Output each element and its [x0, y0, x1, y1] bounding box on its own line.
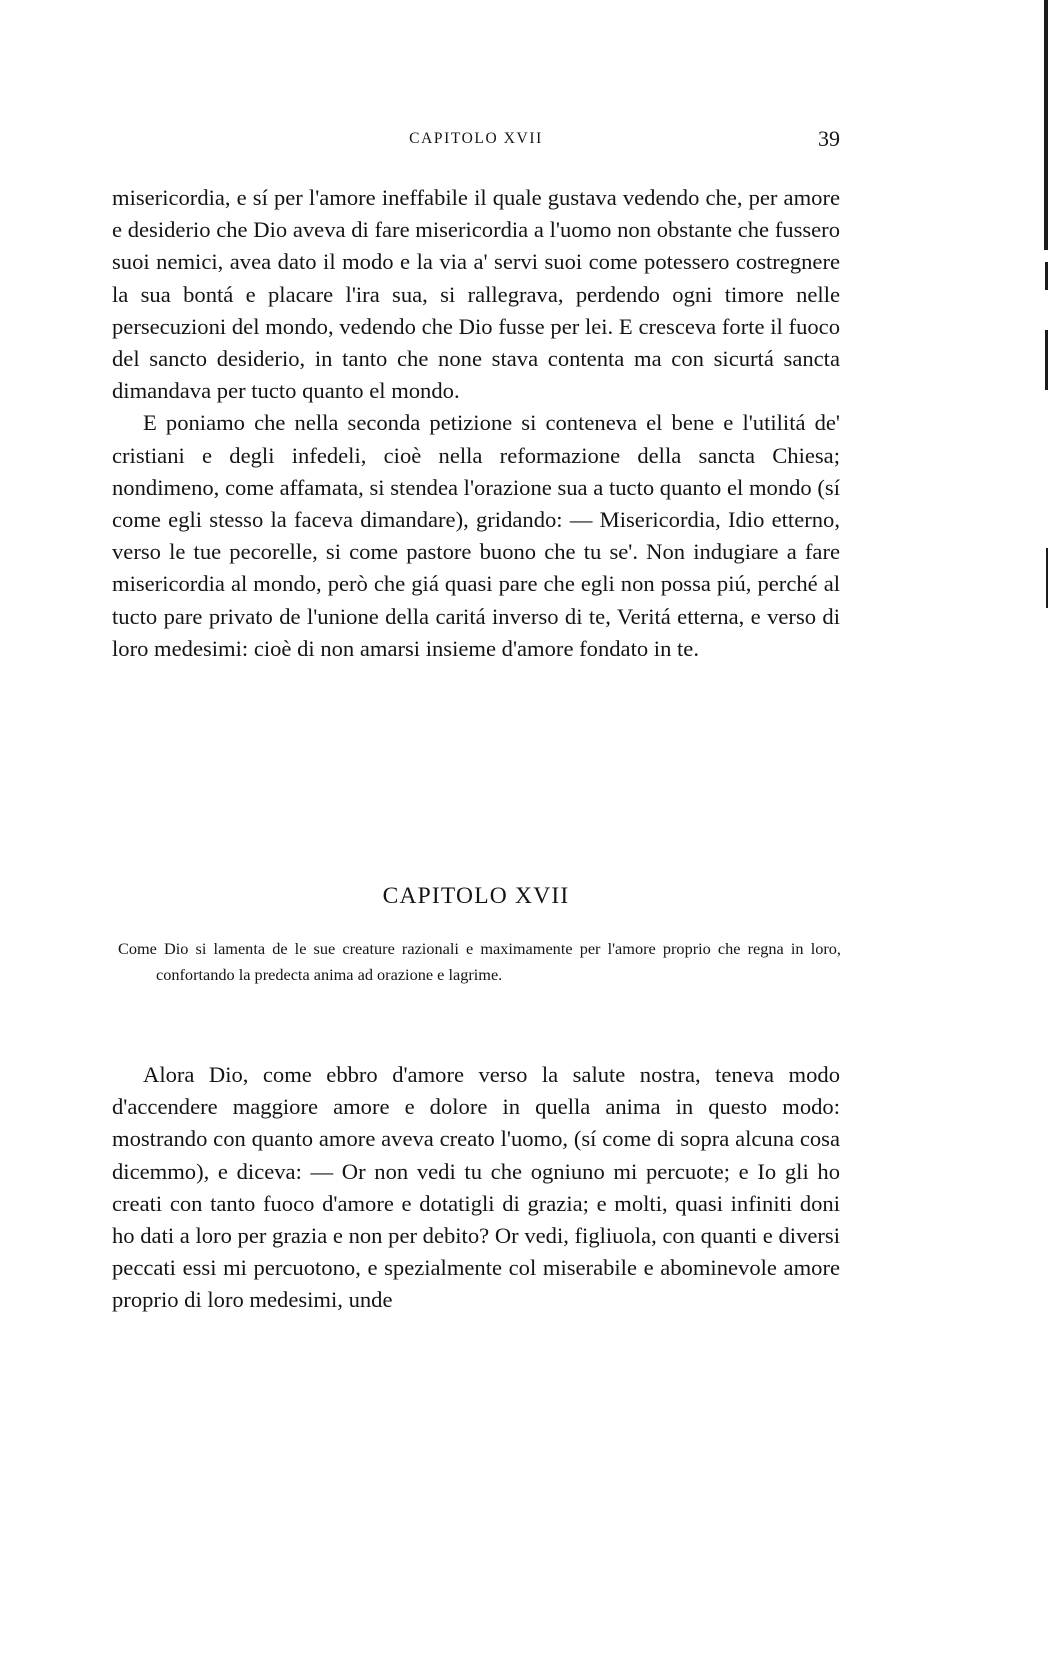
scan-edge-mark	[1045, 262, 1048, 290]
paragraph: E poniamo che nella seconda petizione si conteneva el bene e l'utilitá de' cristiani e degli infedeli, cioè nella reformazione della sancta Chiesa; nondimeno, come affamata, si stendea l'orazione sua a tucto quanto el mondo (sí come egli stesso la faceva dimandare), gridando: — Misericordia, Idio etterno, verso le tue pecorelle, si come pastore buono che tu se'. Non indugiare a fare misericordia al mondo, però che giá quasi pare che egli non possa piú, perché al tucto pare privato de l'unione della caritá inverso di te, Veritá etterna, e verso di loro medesimi: cioè di non amarsi insieme d'amore fondato in te.	[112, 410, 840, 661]
scan-edge-mark	[1045, 330, 1048, 390]
running-title: CAPITOLO XVII	[409, 130, 543, 147]
chapter-title: CAPITOLO XVII	[382, 883, 570, 909]
chapter-summary: Come Dio si lamenta de le sue creature razionali e maximamente per l'amore proprio che regna in loro, confortando la predecta anima ad orazione e lagrime.	[118, 939, 841, 984]
running-head	[112, 128, 840, 158]
scan-edge-mark	[1044, 0, 1048, 250]
continued-text	[112, 182, 840, 665]
chapter-paragraph: Alora Dio, come ebbro d'amore verso la salute nostra, teneva modo d'accendere maggiore amore e dolore in quella anima in questo modo: mostrando con quanto amore aveva creato l'uomo, (sí come di sopra alcuna cosa dicemmo), e diceva: — Or non vedi tu che ogniuno mi percuote; e Io gli ho creati con tanto fuoco d'amore e dotatigli di grazia; e molti, quasi infiniti doni ho dati a loro per grazia e non per debito? Or vedi, figliuola, con quanti e diversi peccati essi mi percuotono, e spezialmente col miserabile e abominevole amore proprio di loro medesimi, unde	[112, 1062, 840, 1313]
page-number: 39	[818, 126, 840, 151]
paragraph-continued: misericordia, e sí per l'amore ineffabile il quale gustava vedendo che, per amore e desiderio che Dio aveva di fare misericordia a l'uomo non obstante che fussero suoi nemici, avea dato il modo e la via a' servi suoi come potessero costregnere la sua bontá e placare l'ira sua, si rallegrava, perdendo ogni timore nelle persecuzioni del mondo, vedendo che Dio fusse per lei. E cresceva forte il fuoco del sancto desiderio, in tanto che none stava contenta ma con sicurtá sancta dimandava per tucto quanto el mondo.	[112, 185, 840, 404]
scan-edge-mark	[1046, 548, 1048, 608]
chapter-text	[112, 1059, 840, 1317]
